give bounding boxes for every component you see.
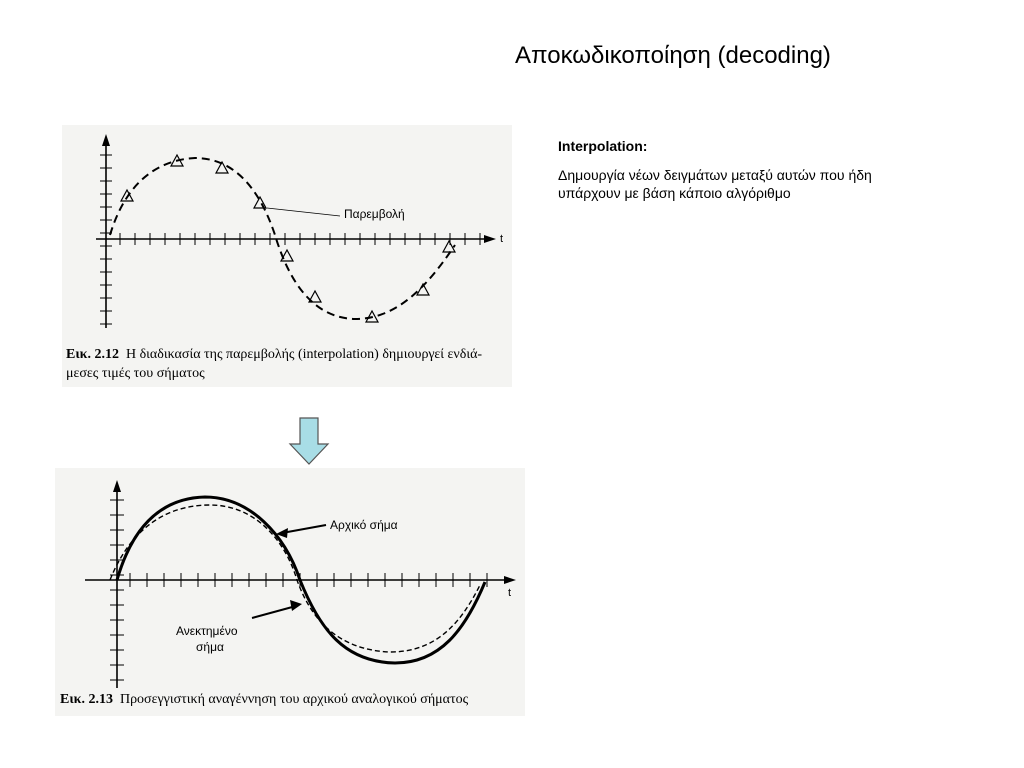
interpolation-pointer <box>267 208 340 216</box>
original-signal-label: Αρχικό σήμα <box>330 518 398 532</box>
original-pointer <box>282 525 326 533</box>
down-arrow-icon <box>290 418 328 464</box>
y-axis-arrowhead <box>102 134 110 146</box>
figure-2-13-number: Εικ. 2.13 <box>60 692 113 707</box>
figure-2-12-number: Εικ. 2.12 <box>66 347 119 362</box>
y-axis-arrowhead <box>113 480 121 492</box>
figure-2-13-caption <box>60 690 468 710</box>
figure-2-13 <box>85 480 516 688</box>
interpolation-heading: Interpolation: <box>558 138 648 154</box>
reconstructed-pointer-arrowhead <box>290 600 302 611</box>
figure-2-12-caption-line2: μεσες τιμές του σήματος <box>66 366 205 381</box>
figure-2-12-caption-text: Η διαδικασία της παρεμβολής (interpolation) δημιουργεί ενδιά- <box>125 347 483 362</box>
slide-title: Αποκωδικοποίηση (decoding) <box>515 42 831 69</box>
interpolation-description: Δημουργία νέων δειγμάτων μεταξύ αυτών που ήδη υπάρχουν με βάση κάποιο αλγόριθμο <box>558 167 872 201</box>
t-axis-label: t <box>500 233 504 245</box>
t-axis-arrowhead <box>484 235 496 243</box>
reconstructed-signal-label-line1: Ανεκτημένο <box>176 624 238 638</box>
figure-2-13-caption-text: Προσεγγιστική αναγέννηση του αρχικού αναλογικού σήματος <box>119 692 469 707</box>
reconstructed-signal-label-line2: σήμα <box>196 640 224 654</box>
reconstructed-pointer <box>252 606 296 618</box>
figure-2-12-caption-line1 <box>66 345 482 365</box>
t-axis-label: t <box>508 587 512 599</box>
t-axis-arrowhead <box>504 576 516 584</box>
figure-2-12 <box>96 134 496 328</box>
sample-triangle-marker <box>121 190 133 201</box>
interpolation-label: Παρεμβολή <box>344 207 405 221</box>
reconstructed-signal-curve <box>110 505 480 652</box>
sample-triangle-marker <box>254 197 266 208</box>
